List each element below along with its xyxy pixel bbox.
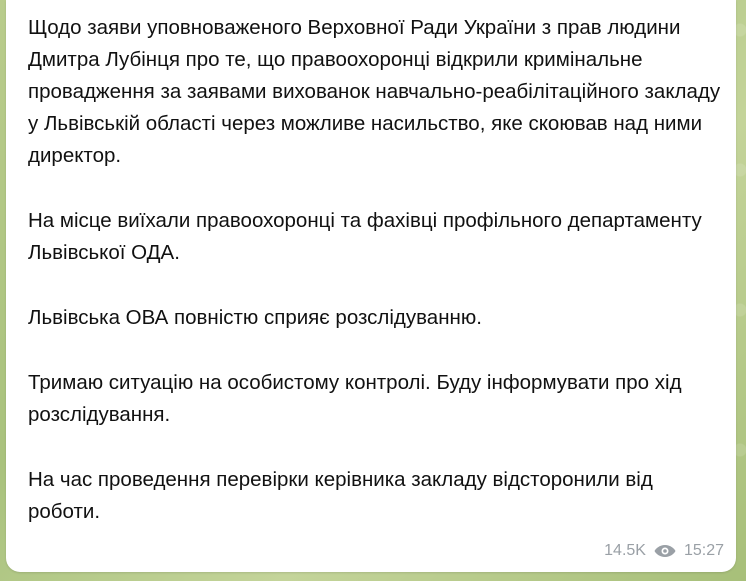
message-paragraph-1: Щодо заяви уповноваженого Верховної Ради України з прав людини Дмитра Лубінця про те, що правоохоронці відкрили кримінальне провадження за заявами вихованок навчально-реабілітаційного закладу у Львівській області через можливе насильство, яке скоював над ними директор. (28, 16, 721, 167)
message-text (28, 12, 728, 528)
message-meta (604, 540, 724, 562)
message-time: 15:27 (683, 542, 724, 559)
view-count: 14.5K (604, 542, 646, 559)
message-bubble[interactable] (6, 0, 736, 572)
message-paragraph-3: Львівська ОВА повністю сприяє розслідуванню. (28, 306, 482, 329)
eye-icon (653, 543, 677, 559)
message-paragraph-2: На місце виїхали правоохоронці та фахівці профільного департаменту Львівської ОДА. (28, 209, 702, 264)
message-paragraph-4: Тримаю ситуацію на особистому контролі. Буду інформувати про хід розслідування. (28, 371, 682, 426)
message-paragraph-5: На час проведення перевірки керівника закладу відсторонили від роботи. (28, 468, 653, 523)
